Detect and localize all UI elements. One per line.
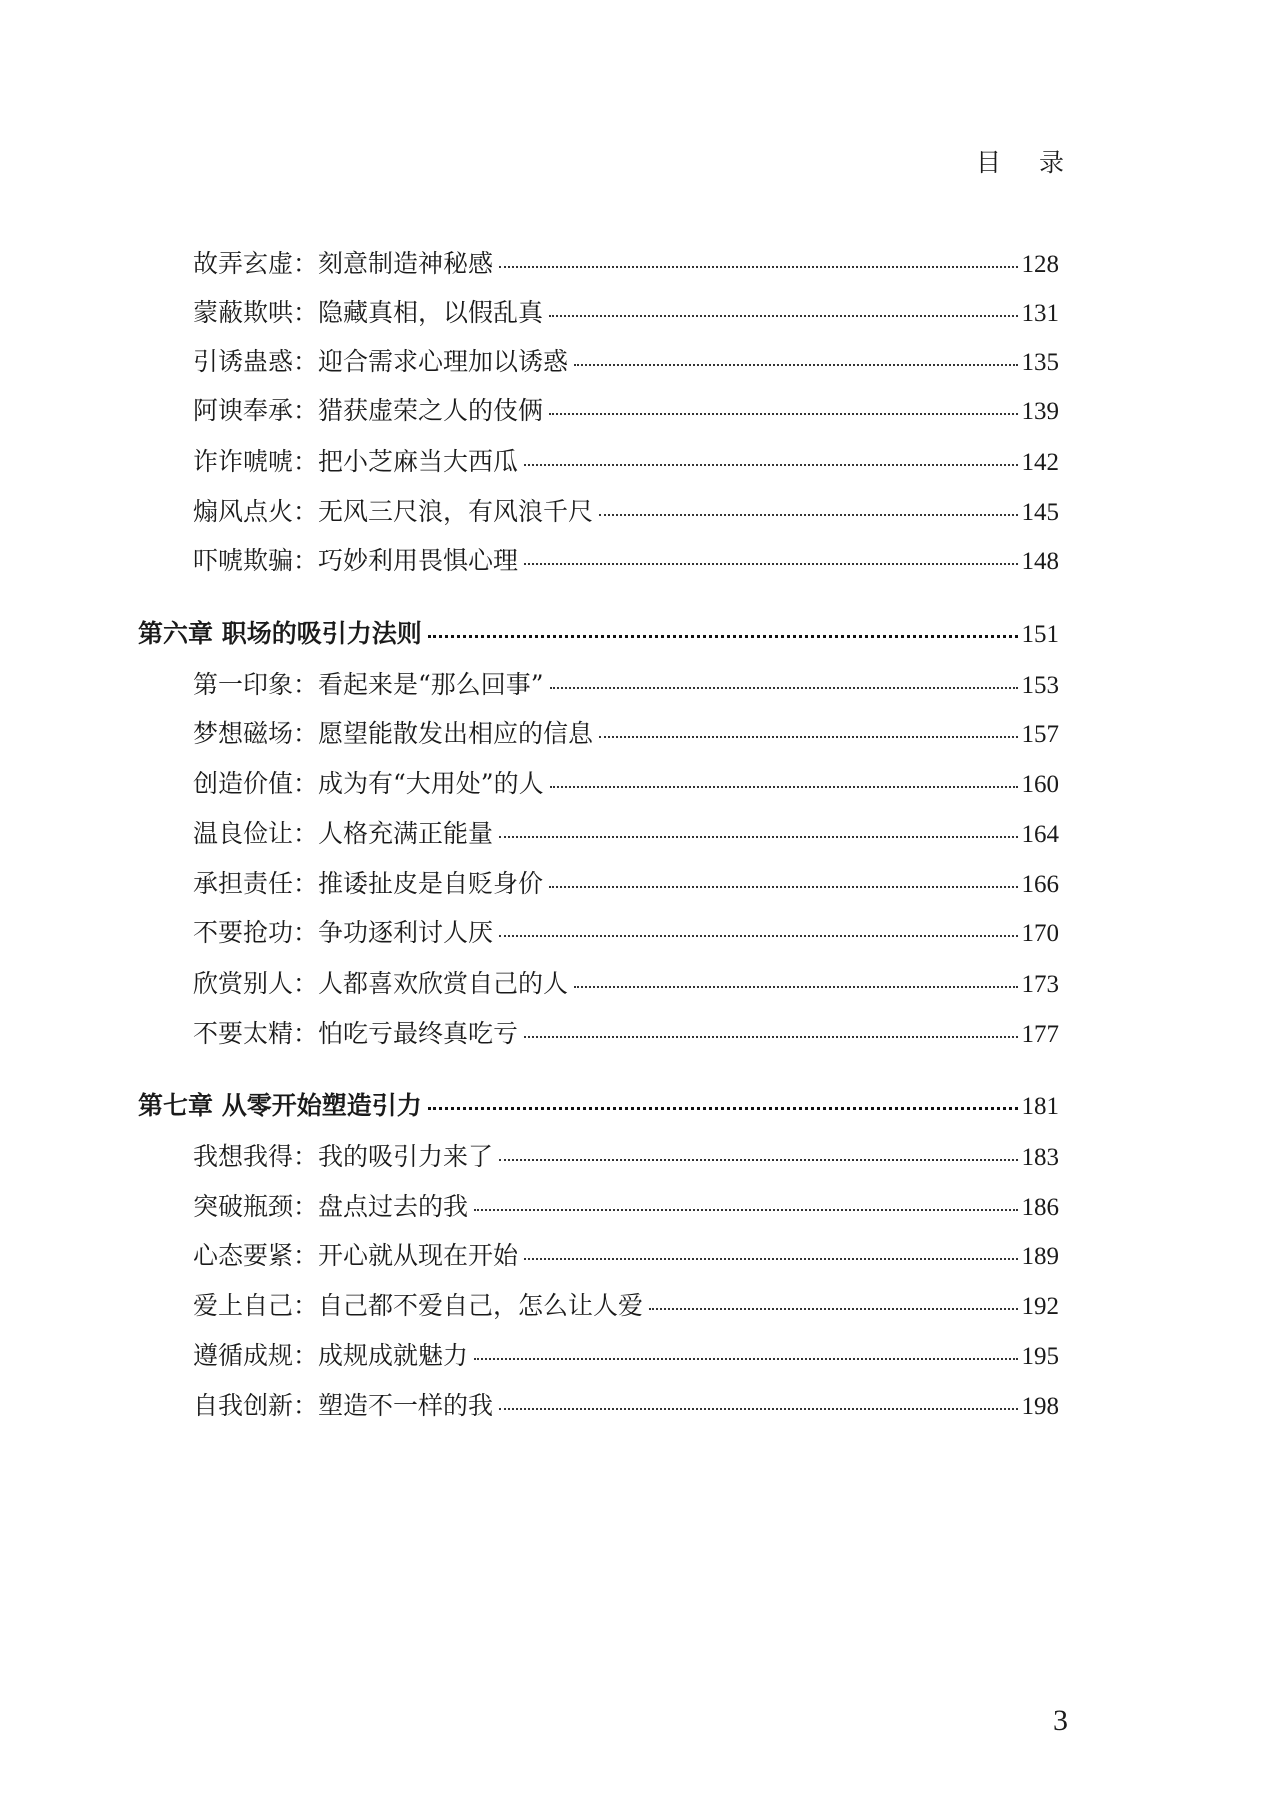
toc-section-entry[interactable]	[193, 342, 1059, 378]
dot-leader	[474, 1209, 1017, 1211]
toc-section-entry[interactable]	[193, 293, 1059, 329]
dot-leader	[549, 315, 1017, 317]
toc-entry-title: 故弄玄虚：刻意制造神秘感	[193, 249, 494, 278]
running-header: 目录	[975, 148, 1102, 177]
dot-leader	[549, 413, 1017, 415]
toc-entry-title: 阿谀奉承：猎获虚荣之人的伎俩	[193, 396, 544, 425]
toc-section-entry[interactable]	[193, 391, 1059, 427]
toc-entry-title: 自我创新：塑造不一样的我	[193, 1391, 494, 1420]
dot-leader	[499, 266, 1017, 268]
toc-entry-page: 148	[1021, 548, 1059, 575]
toc-entry-page: 170	[1021, 920, 1059, 947]
dot-leader	[428, 1107, 1018, 1110]
toc-section-entry[interactable]	[193, 541, 1059, 577]
toc-section-entry[interactable]	[193, 764, 1059, 800]
toc-chapter-entry[interactable]	[138, 614, 1059, 650]
dot-leader	[550, 687, 1018, 689]
toc-entry-title: 吓唬欺骗：巧妙利用畏惧心理	[193, 546, 519, 575]
toc-section-entry[interactable]	[193, 964, 1059, 1000]
toc-entry-page: 181	[1021, 1093, 1059, 1120]
toc-section-entry[interactable]	[193, 814, 1059, 850]
toc-entry-title: 煽风点火：无风三尺浪，有风浪千尺	[193, 497, 594, 526]
toc-entry-page: 166	[1021, 871, 1059, 898]
toc-entry-page: 128	[1021, 251, 1059, 278]
toc-entry-title: 梦想磁场：愿望能散发出相应的信息	[193, 719, 594, 748]
toc-entry-page: 157	[1021, 721, 1059, 748]
toc-section-entry[interactable]	[193, 1236, 1059, 1272]
toc-entry-page: 145	[1021, 499, 1059, 526]
toc-section-entry[interactable]	[193, 492, 1059, 528]
toc-entry-page: 135	[1021, 349, 1059, 376]
toc-entry-page: 151	[1021, 621, 1059, 648]
toc-entry-page: 183	[1021, 1144, 1059, 1171]
dot-leader	[474, 1358, 1017, 1360]
toc-entry-page: 186	[1021, 1194, 1059, 1221]
dot-leader	[499, 1408, 1017, 1410]
toc-entry-page: 189	[1021, 1243, 1059, 1270]
dot-leader	[599, 736, 1017, 738]
toc-entry-page: 153	[1021, 672, 1059, 699]
toc-entry-title: 温良俭让：人格充满正能量	[193, 819, 494, 848]
dot-leader	[550, 786, 1018, 788]
toc-entry-title: 欣赏别人：人都喜欢欣赏自己的人	[193, 969, 569, 998]
toc-section-entry[interactable]	[193, 1336, 1059, 1372]
page-number: 3	[1053, 1704, 1068, 1737]
toc-entry-title: 创造价值：成为有“大用处”的人	[193, 769, 544, 798]
toc-section-entry[interactable]	[193, 913, 1059, 949]
dot-leader	[524, 563, 1017, 565]
toc-section-entry[interactable]	[193, 1137, 1059, 1173]
toc-entry-title: 心态要紧：开心就从现在开始	[193, 1241, 519, 1270]
dot-leader	[549, 886, 1017, 888]
toc-entry-title: 突破瓶颈：盘点过去的我	[193, 1192, 469, 1221]
dot-leader	[599, 514, 1017, 516]
toc-entry-page: 198	[1021, 1393, 1059, 1420]
toc-entry-title: 引诱蛊惑：迎合需求心理加以诱惑	[193, 347, 569, 376]
toc-entry-title: 不要太精：怕吃亏最终真吃亏	[193, 1019, 519, 1048]
toc-section-entry[interactable]	[193, 1286, 1059, 1322]
toc-entry-page: 142	[1021, 449, 1059, 476]
dot-leader	[499, 935, 1017, 937]
toc-entry-title: 蒙蔽欺哄：隐藏真相，以假乱真	[193, 298, 544, 327]
toc-entry-page: 192	[1021, 1293, 1059, 1320]
toc-entry-title: 不要抢功：争功逐利讨人厌	[193, 918, 494, 947]
toc-section-entry[interactable]	[193, 244, 1059, 280]
toc-entry-title: 第七章 从零开始塑造引力	[138, 1091, 422, 1120]
toc-section-entry[interactable]	[193, 1187, 1059, 1223]
toc-entry-title: 我想我得：我的吸引力来了	[193, 1142, 494, 1171]
dot-leader	[499, 836, 1017, 838]
toc-entry-page: 139	[1021, 398, 1059, 425]
toc-section-entry[interactable]	[193, 1386, 1059, 1422]
dot-leader	[524, 464, 1017, 466]
toc-entry-title: 诈诈唬唬：把小芝麻当大西瓜	[193, 447, 519, 476]
toc-section-entry[interactable]	[193, 864, 1059, 900]
toc-entry-title: 第一印象：看起来是“那么回事”	[193, 670, 544, 699]
dot-leader	[499, 1159, 1017, 1161]
toc-entry-page: 160	[1021, 771, 1059, 798]
toc-section-entry[interactable]	[193, 1014, 1059, 1050]
toc-entry-page: 195	[1021, 1343, 1059, 1370]
toc-entry-page: 131	[1021, 300, 1059, 327]
toc-chapter-entry[interactable]	[138, 1086, 1059, 1122]
toc-entry-title: 爱上自己：自己都不爱自己，怎么让人爱	[193, 1291, 644, 1320]
dot-leader	[574, 364, 1017, 366]
dot-leader	[428, 635, 1018, 638]
dot-leader	[574, 986, 1017, 988]
dot-leader	[524, 1036, 1017, 1038]
toc-entry-title: 遵循成规：成规成就魅力	[193, 1341, 469, 1370]
toc-section-entry[interactable]	[193, 665, 1059, 701]
toc-entry-title: 第六章 职场的吸引力法则	[138, 619, 422, 648]
toc-entry-title: 承担责任：推诿扯皮是自贬身价	[193, 869, 544, 898]
toc-section-entry[interactable]	[193, 714, 1059, 750]
dot-leader	[649, 1308, 1017, 1310]
toc-section-entry[interactable]	[193, 442, 1059, 478]
dot-leader	[524, 1258, 1017, 1260]
toc-entry-page: 177	[1021, 1021, 1059, 1048]
toc-entry-page: 173	[1021, 971, 1059, 998]
toc-entry-page: 164	[1021, 821, 1059, 848]
